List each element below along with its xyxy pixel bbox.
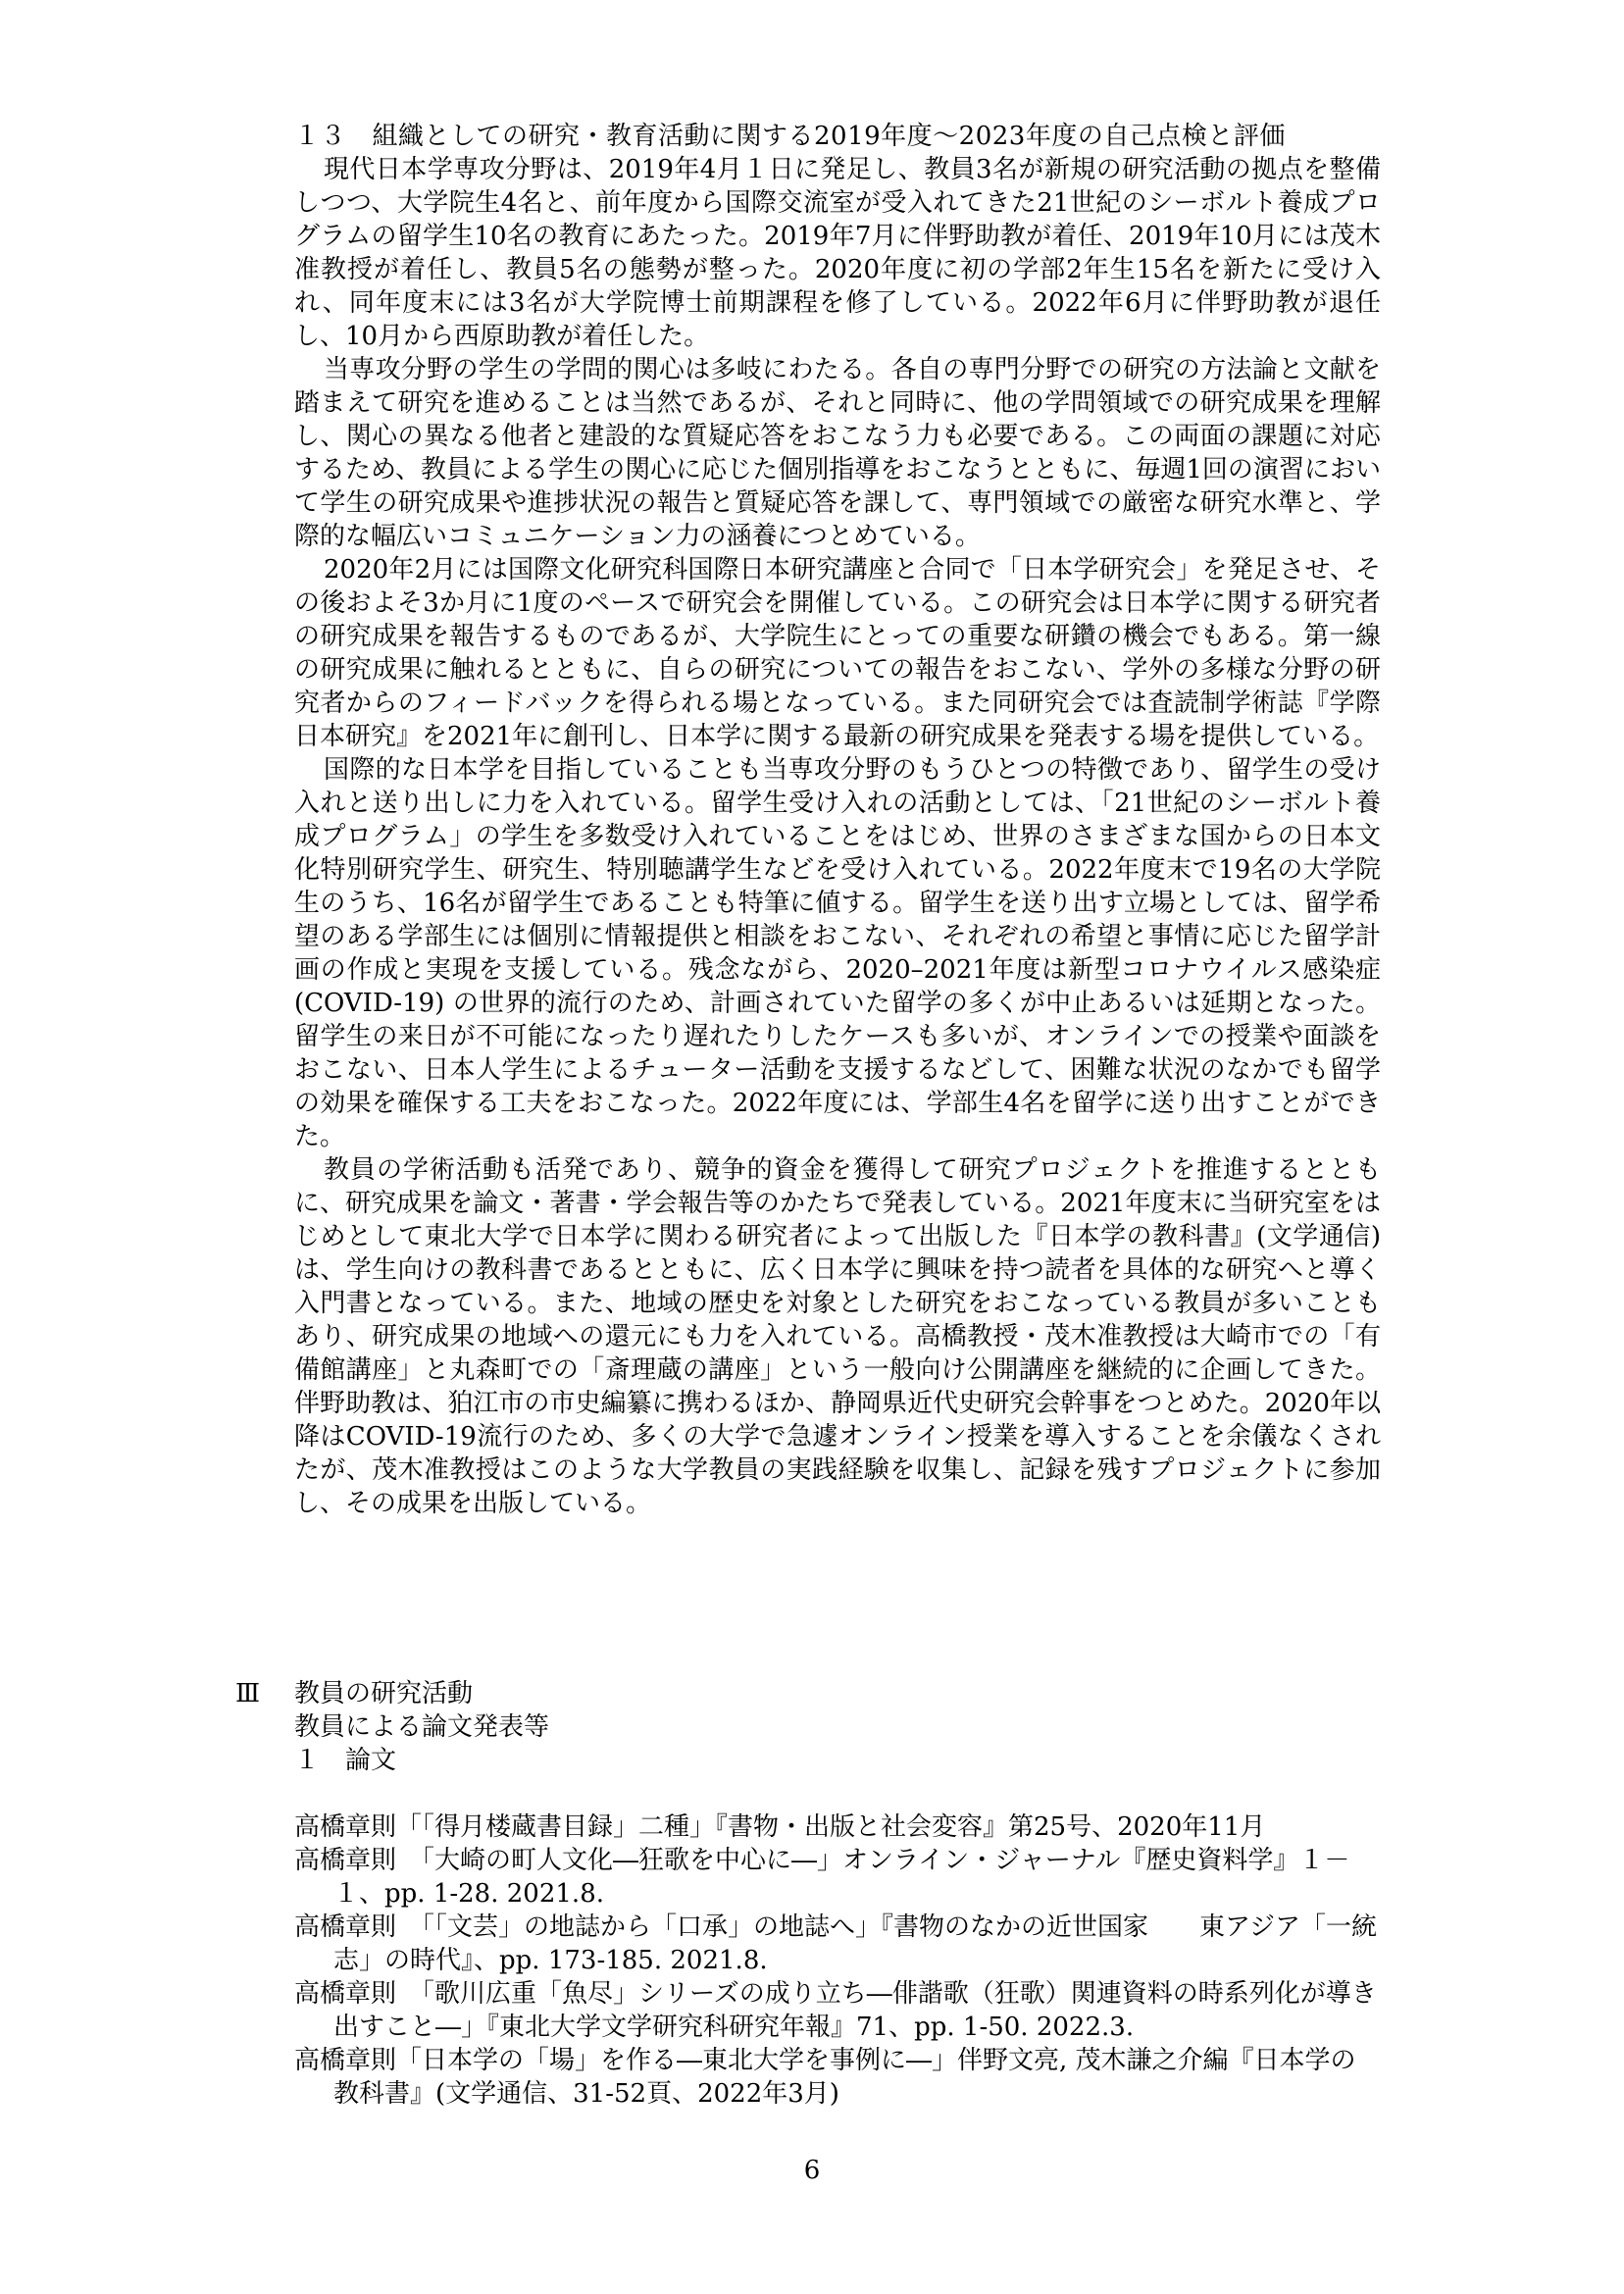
section-heading: １３ 組織としての研究・教育活動に関する2019年度～2023年度の自己点検と評価 xyxy=(294,122,1286,151)
subsection-title: 教員による論文発表等 xyxy=(294,1712,550,1742)
reference-item: 高橋章則 「歌川広重「魚尽」シリーズの成り立ち―俳諧歌（狂歌）関連資料の時系列化が導き出すこと―」『東北大学文学研究科研究年報』71、pp. 1-50. 2022.3. xyxy=(294,1979,1377,2042)
paragraph: 2020年2月には国際文化研究科国際日本研究講座と合同で「日本学研究会」を発足させ、その後およそ3か月に1度のペースで研究会を開催している。この研究会は日本学に関する研究者の研究成果を報告するものであるが、大学院生にとっての重要な研鑽の機会でもある。第一線の研究成果に触れるとともに、自らの研究についての報告をおこない、学外の多様な分野の研究者からのフィードバックを得られる場となっている。また同研究会では査読制学術誌『学際日本研究』を2021年に創刊し、日本学に関する最新の研究成果を発表する場を提供している。 xyxy=(294,555,1381,751)
paragraph: 教員の学術活動も活発であり、競争的資金を獲得して研究プロジェクトを推進するとともに、研究成果を論文・著書・学会報告等のかたちで発表している。2021年度末に当研究室をはじめとして東北大学で日本学に関わる研究者によって出版した『日本学の教科書』(文学通信)は、学生向けの教科書であるとともに、広く日本学に興味を持つ読者を具体的な研究へと導く入門書となっている。また、地域の歴史を対象とした研究をおこなっている教員が多いこともあり、研究成果の地域への還元にも力を入れている。高橋教授・茂木准教授は大崎市での「有備館講座」と丸森町での「斎理蔵の講座」という一般向け公開講座を継続的に企画してきた。伴野助教は、狛江市の市史編纂に携わるほか、静岡県近代史研究会幹事をつとめた。2020年以降はCOVID-19流行のため、多くの大学で急遽オンライン授業を導入することを余儀なくされたが、茂木准教授はこのような大学教員の実践経験を収集し、記録を残すプロジェクトに参加し、その成果を出版している。 xyxy=(294,1155,1381,1518)
reference-item: 高橋章則「日本学の「場」を作る―東北大学を事例に―」伴野文亮, 茂木謙之介編『日本学の教科書』(文学通信、31-52頁、2022年3月) xyxy=(294,2046,1356,2109)
reference-item: 高橋章則「「得月楼蔵書目録」二種」『書物・出版と社会変容』第25号、2020年11月 xyxy=(294,1812,1266,1842)
reference-list xyxy=(294,1810,1381,2111)
body-text xyxy=(294,153,1381,1520)
chapter-heading xyxy=(235,1677,1314,1710)
page-number: 6 xyxy=(803,2156,821,2185)
chapter-numeral: Ⅲ xyxy=(235,1679,261,1708)
paragraph: 現代日本学専攻分野は、2019年4月１日に発足し、教員3名が新規の研究活動の拠点を整備しつつ、大学院生4名と、前年度から国際交流室が受入れてきた21世紀のシーボルト養成プログラムの留学生10名の教育にあたった。2019年7月に伴野助教が着任、2019年10月には茂木准教授が着任し、教員5名の態勢が整った。2020年度に初の学部2年生15名を新たに受け入れ、同年度末には3名が大学院博士前期課程を修了している。2022年6月に伴野助教が退任し、10月から西原助教が着任した。 xyxy=(294,155,1381,351)
reference-item: 高橋章則 「「文芸」の地誌から「口承」の地誌へ」『書物のなかの近世国家 東アジア「一統志」の時代』、pp. 173-185. 2021.8. xyxy=(294,1912,1377,1975)
item-heading: １ 論文 xyxy=(294,1746,397,1775)
paragraph: 国際的な日本学を目指していることも当専攻分野のもうひとつの特徴であり、留学生の受け入れと送り出しに力を入れている。留学生受け入れの活動としては、「21世紀のシーボルト養成プログラム」の学生を多数受け入れていることをはじめ、世界のさまざまな国からの日本文化特別研究学生、研究生、特別聴講学生などを受け入れている。2022年度末で19名の大学院生のうち、16名が留学生であることも特筆に値する。留学生を送り出す立場としては、留学希望のある学部生には個別に情報提供と相談をおこない、それぞれの希望と事情に応じた留学計画の作成と実現を支援している。残念ながら、2020–2021年度は新型コロナウイルス感染症 (COVID-19) の世界的流行のため、計画されていた留学の多くが中止あるいは延期となった。留学生の来日が不可能になったり遅れたりしたケースも多いが、オンラインでの授業や面談をおこない、日本人学生によるチューター活動を支援するなどして、困難な状況のなかでも留学の効果を確保する工夫をおこなった。2022年度には、学部生4名を留学に送り出すことができた。 xyxy=(294,755,1381,1151)
reference-item: 高橋章則 「大崎の町人文化―狂歌を中心に―」オンライン・ジャーナル『歴史資料学』１－１、pp. 1-28. 2021.8. xyxy=(294,1846,1350,1909)
paragraph: 当専攻分野の学生の学問的関心は多岐にわたる。各自の専門分野での研究の方法論と文献を踏まえて研究を進めることは当然であるが、それと同時に、他の学問領域での研究成果を理解し、関心の異なる他者と建設的な質疑応答をおこなう力も必要である。この両面の課題に対応するため、教員による学生の関心に応じた個別指導をおこなうとともに、毎週1回の演習において学生の研究成果や進捗状況の報告と質疑応答を課して、専門領域での厳密な研究水準と、学際的な幅広いコミュニケーション力の涵養につとめている。 xyxy=(294,355,1381,551)
chapter-title: 教員の研究活動 xyxy=(294,1679,474,1708)
